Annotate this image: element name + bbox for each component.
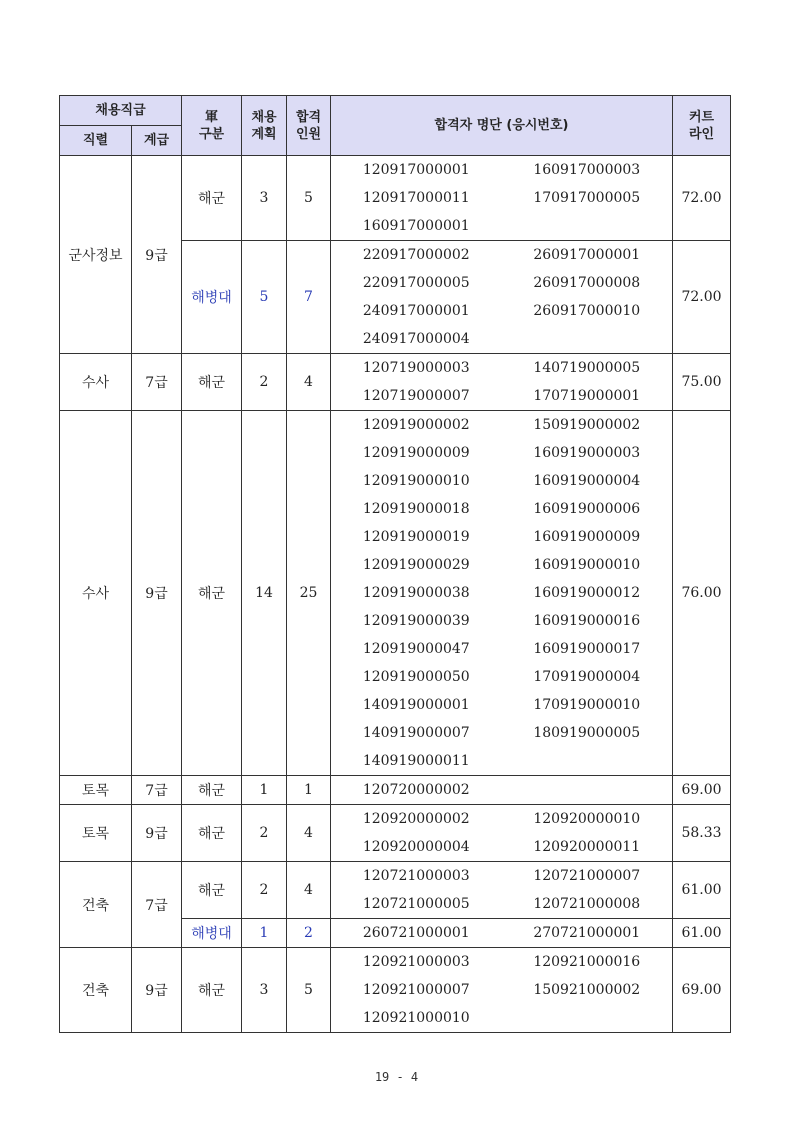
applicant-id: 160919000009 (533, 529, 641, 545)
applicant-id: 120919000047 (362, 641, 470, 657)
id-line (331, 862, 672, 890)
id-list (331, 919, 673, 948)
grade-cell: 9급 (132, 411, 182, 776)
branch-cell: 해군 (182, 354, 242, 411)
plan-cell: 1 (242, 776, 287, 805)
applicant-id: 120921000007 (362, 982, 470, 998)
cutline-cell: 69.00 (673, 948, 731, 1033)
id-line (331, 976, 672, 1004)
applicant-id: 170919000010 (533, 697, 641, 713)
applicant-id: 160919000016 (533, 613, 641, 629)
plan-cell: 5 (242, 241, 287, 354)
branch-cell: 해병대 (182, 919, 242, 948)
header-military-sub: 구분 (198, 126, 225, 142)
id-line (331, 241, 672, 269)
applicant-id: 120919000010 (362, 473, 470, 489)
id-line (331, 354, 672, 382)
id-line (331, 551, 672, 579)
header-cut-bottom: 라인 (688, 126, 715, 142)
id-line (331, 184, 672, 212)
applicant-id (502, 212, 673, 240)
applicant-id: 120919000039 (362, 613, 470, 629)
grade-cell: 7급 (132, 862, 182, 948)
passed-cell: 5 (287, 948, 331, 1033)
applicant-id: 140919000011 (362, 753, 470, 769)
applicant-id: 120919000038 (362, 585, 470, 601)
applicant-id (502, 776, 673, 804)
applicant-id: 160917000001 (362, 218, 470, 234)
plan-cell: 3 (242, 948, 287, 1033)
header-military-branch (182, 96, 242, 156)
applicant-id: 120721000003 (362, 868, 470, 884)
applicant-id: 120920000011 (533, 839, 641, 855)
table-row (60, 862, 731, 919)
applicant-id: 120920000002 (362, 811, 470, 827)
header-cutline (673, 96, 731, 156)
header-cut-top: 커트 (688, 109, 715, 125)
plan-cell: 1 (242, 919, 287, 948)
results-table (59, 95, 731, 1033)
cutline-cell: 69.00 (673, 776, 731, 805)
series-cell: 수사 (60, 354, 132, 411)
applicant-id: 140719000005 (533, 360, 641, 376)
applicant-id: 160919000004 (533, 473, 641, 489)
passed-cell: 4 (287, 862, 331, 919)
series-cell: 건축 (60, 948, 132, 1033)
table-row (60, 156, 731, 241)
id-line (331, 269, 672, 297)
header-recruit-grade: 채용직급 (60, 96, 182, 126)
series-cell: 토목 (60, 805, 132, 862)
applicant-id: 120719000003 (362, 360, 470, 376)
series-cell: 토목 (60, 776, 132, 805)
passed-cell: 2 (287, 919, 331, 948)
branch-cell: 해군 (182, 805, 242, 862)
cutline-cell: 75.00 (673, 354, 731, 411)
applicant-id: 160919000003 (533, 445, 641, 461)
passed-cell: 4 (287, 354, 331, 411)
id-line (331, 833, 672, 861)
plan-cell: 2 (242, 862, 287, 919)
id-line (331, 467, 672, 495)
branch-cell: 해군 (182, 776, 242, 805)
branch-cell: 해군 (182, 862, 242, 919)
applicant-id: 160919000010 (533, 557, 641, 573)
id-line (331, 1004, 672, 1032)
id-line (331, 635, 672, 663)
applicant-id: 170917000005 (533, 190, 641, 206)
grade-cell: 9급 (132, 156, 182, 354)
cutline-cell: 61.00 (673, 862, 731, 919)
header-series: 직렬 (60, 126, 132, 156)
applicant-id: 160919000017 (533, 641, 641, 657)
passed-cell: 25 (287, 411, 331, 776)
id-list (331, 411, 673, 776)
id-line (331, 297, 672, 325)
id-line (331, 411, 672, 439)
id-list (331, 241, 673, 354)
applicant-id (502, 325, 673, 353)
header-plan-top: 채용 (251, 109, 277, 125)
header-plan (242, 96, 287, 156)
applicant-id: 140919000001 (362, 697, 470, 713)
applicant-id: 160917000003 (533, 162, 641, 178)
id-line (331, 747, 672, 775)
grade-cell: 7급 (132, 776, 182, 805)
id-line (331, 719, 672, 747)
applicant-id: 120919000018 (362, 501, 470, 517)
series-cell: 수사 (60, 411, 132, 776)
applicant-id: 150919000002 (533, 417, 641, 433)
cutline-cell: 72.00 (673, 156, 731, 241)
table-row (60, 411, 731, 776)
applicant-id: 180919000005 (533, 725, 641, 741)
page-number: 19 - 4 (374, 1070, 419, 1084)
applicant-id: 170719000001 (533, 388, 641, 404)
header-plan-bottom: 계획 (251, 126, 277, 142)
passed-cell: 4 (287, 805, 331, 862)
applicant-id: 120917000001 (362, 162, 470, 178)
applicant-id: 120919000029 (362, 557, 470, 573)
applicant-id: 160919000006 (533, 501, 641, 517)
plan-cell: 2 (242, 354, 287, 411)
id-line (331, 776, 672, 804)
applicant-id: 120921000010 (362, 1010, 470, 1026)
grade-cell: 9급 (132, 948, 182, 1033)
plan-cell: 3 (242, 156, 287, 241)
applicant-id: 270721000001 (533, 925, 641, 941)
applicant-id: 120917000011 (362, 190, 470, 206)
applicant-id: 120920000004 (362, 839, 470, 855)
applicant-id: 120919000050 (362, 669, 470, 685)
applicant-id: 120919000002 (362, 417, 470, 433)
id-list (331, 805, 673, 862)
plan-cell: 14 (242, 411, 287, 776)
applicant-id: 120919000009 (362, 445, 470, 461)
id-line (331, 439, 672, 467)
applicant-id: 260917000001 (533, 247, 641, 263)
applicant-id: 120921000003 (362, 954, 470, 970)
id-line (331, 579, 672, 607)
applicant-id: 260721000001 (362, 925, 470, 941)
passed-cell: 7 (287, 241, 331, 354)
id-line (331, 325, 672, 353)
grade-cell: 7급 (132, 354, 182, 411)
header-list-title: 합격자 명단 (응시번호) (331, 96, 673, 156)
passed-cell: 1 (287, 776, 331, 805)
id-line (331, 663, 672, 691)
id-line (331, 691, 672, 719)
id-line (331, 382, 672, 410)
cutline-cell: 61.00 (673, 919, 731, 948)
cutline-cell: 72.00 (673, 241, 731, 354)
applicant-id: 120919000019 (362, 529, 470, 545)
header-passed (287, 96, 331, 156)
branch-cell: 해군 (182, 411, 242, 776)
id-list (331, 948, 673, 1033)
applicant-id: 260917000010 (533, 303, 641, 319)
id-line (331, 948, 672, 976)
applicant-id: 120921000016 (533, 954, 641, 970)
id-line (331, 523, 672, 551)
applicant-id (502, 747, 673, 775)
id-line (331, 919, 672, 947)
branch-cell: 해군 (182, 156, 242, 241)
id-list (331, 862, 673, 919)
table-row (60, 948, 731, 1033)
plan-cell: 2 (242, 805, 287, 862)
applicant-id: 120920000010 (533, 811, 641, 827)
applicant-id: 220917000005 (362, 275, 470, 291)
applicant-id: 220917000002 (362, 247, 470, 263)
header-military: 軍 (205, 109, 219, 125)
id-line (331, 805, 672, 833)
applicant-id: 120719000007 (362, 388, 470, 404)
branch-cell: 해병대 (182, 241, 242, 354)
applicant-id: 240917000004 (362, 331, 470, 347)
header-passed-bottom: 인원 (295, 126, 322, 142)
grade-cell: 9급 (132, 805, 182, 862)
table-row (60, 354, 731, 411)
applicant-id: 170919000004 (533, 669, 641, 685)
cutline-cell: 76.00 (673, 411, 731, 776)
applicant-id: 120720000002 (362, 782, 470, 798)
id-line (331, 890, 672, 918)
applicant-id: 260917000008 (533, 275, 641, 291)
id-list (331, 354, 673, 411)
header-passed-top: 합격 (295, 109, 322, 125)
cutline-cell: 58.33 (673, 805, 731, 862)
applicant-id (502, 1004, 673, 1032)
id-line (331, 212, 672, 240)
applicant-id: 140919000007 (362, 725, 470, 741)
passed-cell: 5 (287, 156, 331, 241)
applicant-id: 120721000005 (362, 896, 470, 912)
id-list (331, 156, 673, 241)
applicant-id: 150921000002 (533, 982, 641, 998)
id-list (331, 776, 673, 805)
series-cell: 군사정보 (60, 156, 132, 354)
id-line (331, 495, 672, 523)
branch-cell: 해군 (182, 948, 242, 1033)
applicant-id: 160919000012 (533, 585, 641, 601)
applicant-id: 120721000008 (533, 896, 641, 912)
table-row (60, 805, 731, 862)
applicant-id: 120721000007 (533, 868, 641, 884)
id-line (331, 156, 672, 184)
table-row (60, 776, 731, 805)
series-cell: 건축 (60, 862, 132, 948)
id-line (331, 607, 672, 635)
applicant-id: 240917000001 (362, 303, 470, 319)
header-grade: 계급 (132, 126, 182, 156)
